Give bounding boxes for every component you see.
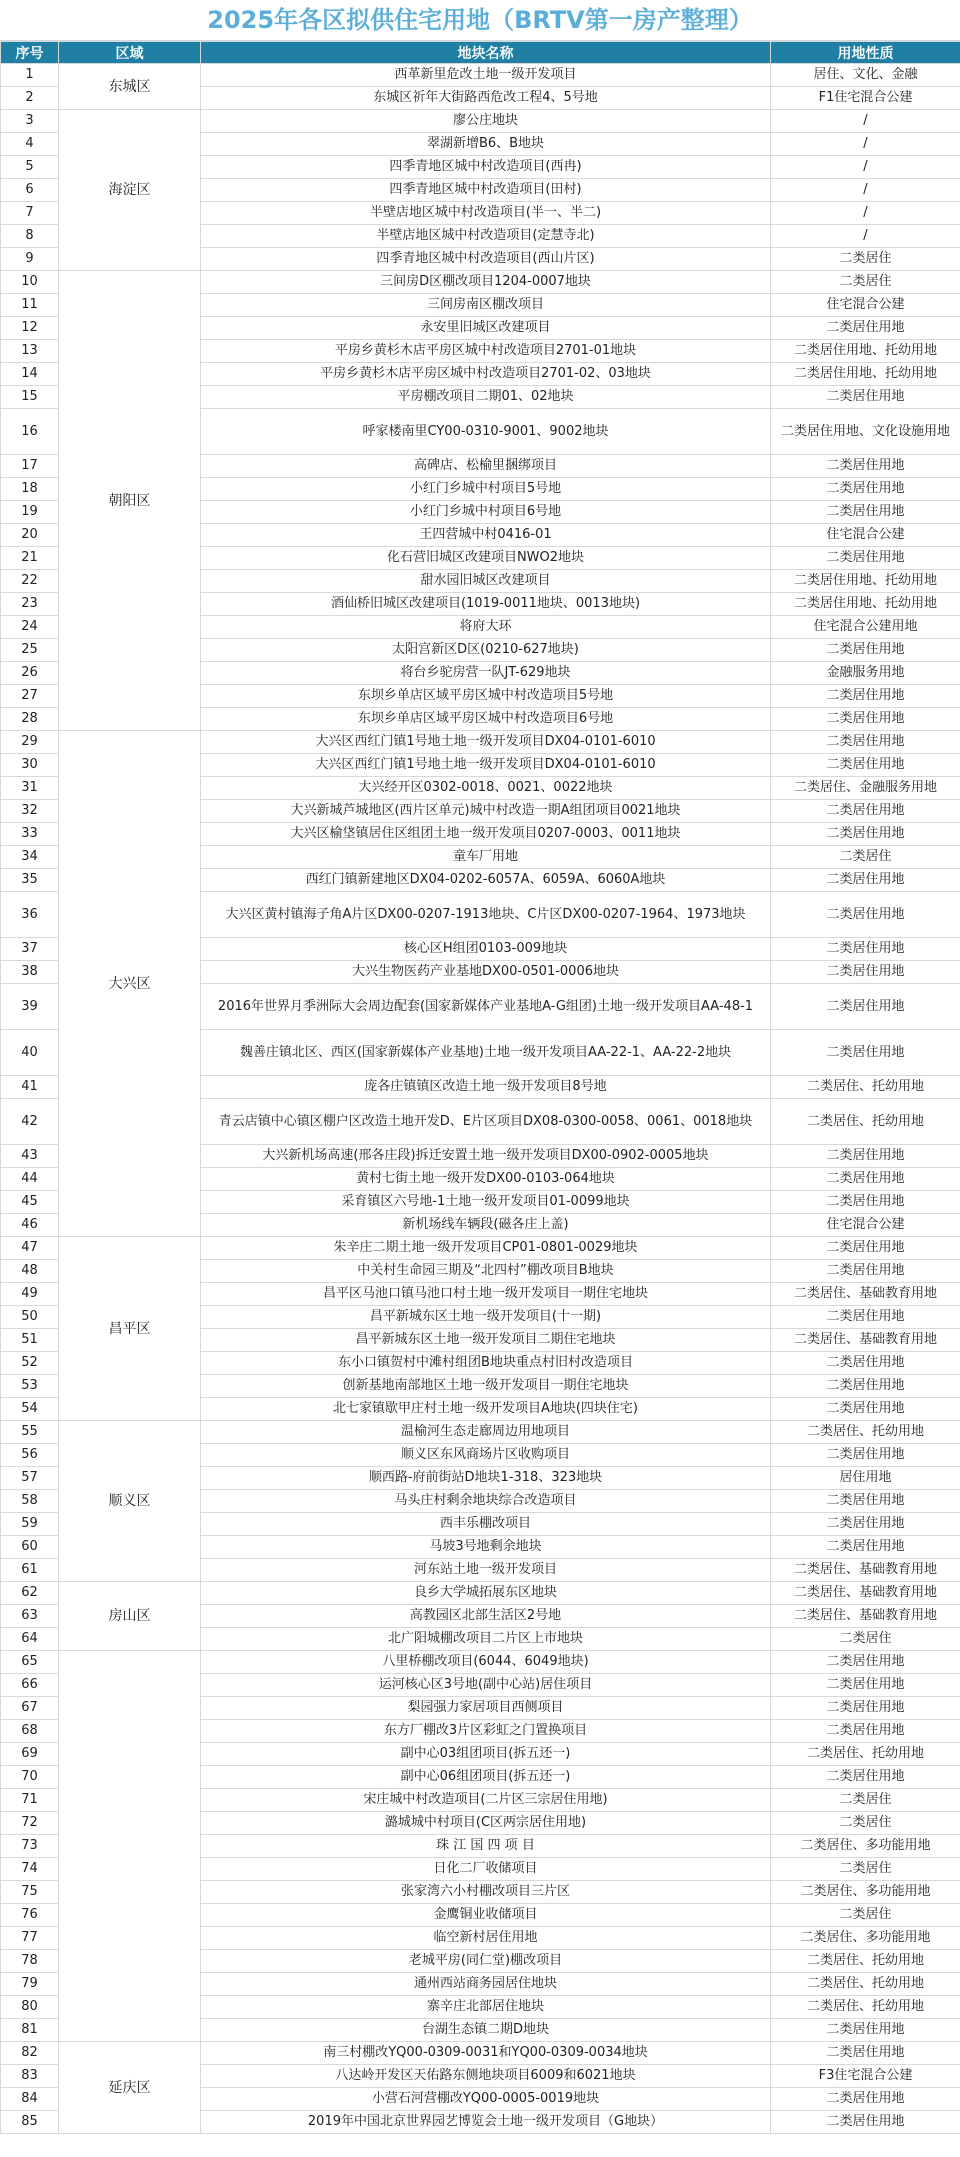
table-row xyxy=(1,1237,960,1260)
table-row xyxy=(1,731,960,754)
land-use: 二类居住用地 xyxy=(771,317,960,340)
land-use: 二类居住用地 xyxy=(771,1030,960,1076)
row-index: 30 xyxy=(1,754,59,777)
table-row xyxy=(1,1582,960,1605)
row-index: 22 xyxy=(1,570,59,593)
land-use: / xyxy=(771,179,960,202)
land-use: 二类居住、托幼用地 xyxy=(771,1076,960,1099)
row-index: 51 xyxy=(1,1329,59,1352)
row-index: 4 xyxy=(1,133,59,156)
page-title: 2025年各区拟供住宅用地（BRTV第一房产整理） xyxy=(0,0,960,41)
land-use: 金融服务用地 xyxy=(771,662,960,685)
row-index: 40 xyxy=(1,1030,59,1076)
row-index: 57 xyxy=(1,1467,59,1490)
parcel-name: 呼家楼南里CY00-0310-9001、9002地块 xyxy=(201,409,771,455)
parcel-name: 副中心06组团项目(拆五还一) xyxy=(201,1766,771,1789)
row-index: 77 xyxy=(1,1927,59,1950)
row-index: 50 xyxy=(1,1306,59,1329)
land-use: 二类居住用地 xyxy=(771,731,960,754)
parcel-name: 大兴区黄村镇海子角A片区DX00-0207-1913地块、C片区DX00-0207-1964、1973地块 xyxy=(201,892,771,938)
parcel-name: 采育镇区六号地-1土地一级开发项目01-0099地块 xyxy=(201,1191,771,1214)
header-index: 序号 xyxy=(1,42,59,64)
land-use: 二类居住、托幼用地 xyxy=(771,1950,960,1973)
parcel-name: 2016年世界月季洲际大会周边配套(国家新媒体产业基地A-G组团)土地一级开发项目AA-48-1 xyxy=(201,984,771,1030)
land-use: 二类居住用地、文化设施用地 xyxy=(771,409,960,455)
land-table xyxy=(0,41,960,2134)
land-use: 二类居住用地 xyxy=(771,892,960,938)
parcel-name: 台湖生态镇二期D地块 xyxy=(201,2019,771,2042)
land-use: 二类居住、多功能用地 xyxy=(771,1927,960,1950)
row-index: 6 xyxy=(1,179,59,202)
header-land-use: 用地性质 xyxy=(771,42,960,64)
row-index: 52 xyxy=(1,1352,59,1375)
row-index: 67 xyxy=(1,1697,59,1720)
row-index: 44 xyxy=(1,1168,59,1191)
row-index: 45 xyxy=(1,1191,59,1214)
land-use: 二类居住用地 xyxy=(771,1651,960,1674)
parcel-name: 平房棚改项目二期01、02地块 xyxy=(201,386,771,409)
row-index: 19 xyxy=(1,501,59,524)
land-use: 二类居住用地 xyxy=(771,1766,960,1789)
row-index: 5 xyxy=(1,156,59,179)
row-index: 81 xyxy=(1,2019,59,2042)
row-index: 27 xyxy=(1,685,59,708)
row-index: 43 xyxy=(1,1145,59,1168)
land-use: 二类居住用地 xyxy=(771,1260,960,1283)
parcel-name: 北广阳城棚改项目二片区上市地块 xyxy=(201,1628,771,1651)
land-use: 二类居住用地 xyxy=(771,823,960,846)
parcel-name: 西红门镇新建地区DX04-0202-6057A、6059A、6060A地块 xyxy=(201,869,771,892)
parcel-name: 东小口镇贺村中滩村组团B地块重点村旧村改造项目 xyxy=(201,1352,771,1375)
row-index: 21 xyxy=(1,547,59,570)
land-use: 二类居住用地 xyxy=(771,547,960,570)
land-use: 二类居住、多功能用地 xyxy=(771,1835,960,1858)
row-index: 69 xyxy=(1,1743,59,1766)
land-use: 二类居住用地 xyxy=(771,685,960,708)
row-index: 70 xyxy=(1,1766,59,1789)
land-use: 二类居住、基础教育用地 xyxy=(771,1559,960,1582)
row-index: 9 xyxy=(1,248,59,271)
row-index: 31 xyxy=(1,777,59,800)
row-index: 10 xyxy=(1,271,59,294)
parcel-name: 东坝乡单店区域平房区城中村改造项目6号地 xyxy=(201,708,771,731)
row-index: 62 xyxy=(1,1582,59,1605)
row-index: 13 xyxy=(1,340,59,363)
parcel-name: 河东站土地一级开发项目 xyxy=(201,1559,771,1582)
land-use: 二类居住用地 xyxy=(771,1697,960,1720)
parcel-name: 昌平新城东区土地一级开发项目二期住宅地块 xyxy=(201,1329,771,1352)
row-index: 76 xyxy=(1,1904,59,1927)
land-use: 二类居住用地 xyxy=(771,2088,960,2111)
parcel-name: 童车厂用地 xyxy=(201,846,771,869)
row-index: 58 xyxy=(1,1490,59,1513)
parcel-name: 东城区祈年大街路西危改工程4、5号地 xyxy=(201,87,771,110)
row-index: 73 xyxy=(1,1835,59,1858)
parcel-name: 昌平新城东区土地一级开发项目(十一期) xyxy=(201,1306,771,1329)
land-use: 二类居住用地、托幼用地 xyxy=(771,570,960,593)
land-use: 二类居住、托幼用地 xyxy=(771,1996,960,2019)
land-use: 二类居住用地 xyxy=(771,1398,960,1421)
parcel-name: 运河核心区3号地(副中心站)居住项目 xyxy=(201,1674,771,1697)
row-index: 16 xyxy=(1,409,59,455)
land-use: 二类居住用地 xyxy=(771,869,960,892)
row-index: 48 xyxy=(1,1260,59,1283)
parcel-name: 半壁店地区城中村改造项目(定慧寺北) xyxy=(201,225,771,248)
land-use: 二类居住用地 xyxy=(771,1352,960,1375)
parcel-name: 四季青地区城中村改造项目(田村) xyxy=(201,179,771,202)
land-use: / xyxy=(771,225,960,248)
parcel-name: 潞城城中村项目(C区两宗居住用地) xyxy=(201,1812,771,1835)
parcel-name: 三间房南区棚改项目 xyxy=(201,294,771,317)
parcel-name: 平房乡黄杉木店平房区城中村改造项目2701-01地块 xyxy=(201,340,771,363)
row-index: 3 xyxy=(1,110,59,133)
row-index: 20 xyxy=(1,524,59,547)
row-index: 56 xyxy=(1,1444,59,1467)
row-index: 65 xyxy=(1,1651,59,1674)
land-use: 二类居住、托幼用地 xyxy=(771,1421,960,1444)
district-cell: 朝阳区 xyxy=(59,271,201,731)
land-use: 居住、文化、金融 xyxy=(771,64,960,87)
row-index: 38 xyxy=(1,961,59,984)
parcel-name: 半壁店地区城中村改造项目(半一、半二) xyxy=(201,202,771,225)
row-index: 32 xyxy=(1,800,59,823)
land-use: 二类居住、基础教育用地 xyxy=(771,1329,960,1352)
parcel-name: 朱辛庄二期土地一级开发项目CP01-0801-0029地块 xyxy=(201,1237,771,1260)
parcel-name: 温榆河生态走廊周边用地项目 xyxy=(201,1421,771,1444)
row-index: 79 xyxy=(1,1973,59,1996)
land-use: 二类居住用地 xyxy=(771,2019,960,2042)
land-use: F3住宅混合公建 xyxy=(771,2065,960,2088)
district-cell: 东城区 xyxy=(59,64,201,110)
parcel-name: 东方厂棚改3片区彩虹之门置换项目 xyxy=(201,1720,771,1743)
parcel-name: 大兴经开区0302-0018、0021、0022地块 xyxy=(201,777,771,800)
parcel-name: 大兴生物医药产业基地DX00-0501-0006地块 xyxy=(201,961,771,984)
row-index: 11 xyxy=(1,294,59,317)
row-index: 84 xyxy=(1,2088,59,2111)
parcel-name: 寨辛庄北部居住地块 xyxy=(201,1996,771,2019)
parcel-name: 太阳宫新区D区(0210-627地块) xyxy=(201,639,771,662)
row-index: 1 xyxy=(1,64,59,87)
land-use: 二类居住、金融服务用地 xyxy=(771,777,960,800)
row-index: 60 xyxy=(1,1536,59,1559)
land-use: 二类居住用地 xyxy=(771,386,960,409)
district-cell xyxy=(59,1651,201,2042)
row-index: 15 xyxy=(1,386,59,409)
row-index: 54 xyxy=(1,1398,59,1421)
parcel-name: 大兴区西红门镇1号地土地一级开发项目DX04-0101-6010 xyxy=(201,731,771,754)
land-use: 住宅混合公建 xyxy=(771,1214,960,1237)
row-index: 35 xyxy=(1,869,59,892)
table-row xyxy=(1,271,960,294)
parcel-name: 小营石河营棚改YQ00-0005-0019地块 xyxy=(201,2088,771,2111)
row-index: 59 xyxy=(1,1513,59,1536)
row-index: 41 xyxy=(1,1076,59,1099)
land-use: 住宅混合公建 xyxy=(771,524,960,547)
row-index: 85 xyxy=(1,2111,59,2134)
parcel-name: 酒仙桥旧城区改建项目(1019-0011地块、0013地块) xyxy=(201,593,771,616)
parcel-name: 梨园强力家居项目西侧项目 xyxy=(201,1697,771,1720)
row-index: 17 xyxy=(1,455,59,478)
district-cell: 延庆区 xyxy=(59,2042,201,2134)
row-index: 80 xyxy=(1,1996,59,2019)
parcel-name: 八里桥棚改项目(6044、6049地块) xyxy=(201,1651,771,1674)
parcel-name: 庞各庄镇镇区改造土地一级开发项目8号地 xyxy=(201,1076,771,1099)
row-index: 46 xyxy=(1,1214,59,1237)
land-use: / xyxy=(771,110,960,133)
land-use: 二类居住、托幼用地 xyxy=(771,1743,960,1766)
land-use: 二类居住用地 xyxy=(771,2042,960,2065)
row-index: 39 xyxy=(1,984,59,1030)
parcel-name: 北七家镇歇甲庄村土地一级开发项目A地块(四块住宅) xyxy=(201,1398,771,1421)
land-use: 二类居住用地 xyxy=(771,961,960,984)
table-row xyxy=(1,110,960,133)
land-use: 二类居住用地 xyxy=(771,1720,960,1743)
land-use: 住宅混合公建用地 xyxy=(771,616,960,639)
land-use: 二类居住 xyxy=(771,1858,960,1881)
district-cell: 昌平区 xyxy=(59,1237,201,1421)
parcel-name: 2019年中国北京世界园艺博览会土地一级开发项目（G地块） xyxy=(201,2111,771,2134)
row-index: 37 xyxy=(1,938,59,961)
table-body xyxy=(1,64,960,2134)
row-index: 78 xyxy=(1,1950,59,1973)
parcel-name: 平房乡黄杉木店平房区城中村改造项目2701-02、03地块 xyxy=(201,363,771,386)
parcel-name: 珠 江 国 四 项 目 xyxy=(201,1835,771,1858)
table-row xyxy=(1,1421,960,1444)
row-index: 75 xyxy=(1,1881,59,1904)
land-use: / xyxy=(771,156,960,179)
land-use: 二类居住用地 xyxy=(771,800,960,823)
parcel-name: 西革新里危改土地一级开发项目 xyxy=(201,64,771,87)
table-row xyxy=(1,1651,960,1674)
parcel-name: 金鹰铜业收储项目 xyxy=(201,1904,771,1927)
header-row xyxy=(1,42,960,64)
land-use: 二类居住用地 xyxy=(771,1191,960,1214)
land-use: 二类居住用地 xyxy=(771,1168,960,1191)
land-use: 二类居住用地 xyxy=(771,754,960,777)
row-index: 2 xyxy=(1,87,59,110)
row-index: 61 xyxy=(1,1559,59,1582)
parcel-name: 四季青地区城中村改造项目(西冉) xyxy=(201,156,771,179)
land-use: 二类居住、托幼用地 xyxy=(771,1099,960,1145)
parcel-name: 南三村棚改YQ00-0309-0031和YQ00-0309-0034地块 xyxy=(201,2042,771,2065)
parcel-name: 三间房D区棚改项目1204-0007地块 xyxy=(201,271,771,294)
land-use: 二类居住用地、托幼用地 xyxy=(771,340,960,363)
land-use: 二类居住 xyxy=(771,1904,960,1927)
parcel-name: 马头庄村剩余地块综合改造项目 xyxy=(201,1490,771,1513)
parcel-name: 魏善庄镇北区、西区(国家新媒体产业基地)土地一级开发项目AA-22-1、AA-22-2地块 xyxy=(201,1030,771,1076)
land-use: 二类居住用地 xyxy=(771,938,960,961)
land-use: 二类居住、多功能用地 xyxy=(771,1881,960,1904)
row-index: 26 xyxy=(1,662,59,685)
row-index: 34 xyxy=(1,846,59,869)
parcel-name: 高教园区北部生活区2号地 xyxy=(201,1605,771,1628)
parcel-name: 八达岭开发区天佑路东侧地块项目6009和6021地块 xyxy=(201,2065,771,2088)
parcel-name: 将府大环 xyxy=(201,616,771,639)
district-cell: 顺义区 xyxy=(59,1421,201,1582)
row-index: 55 xyxy=(1,1421,59,1444)
parcel-name: 老城平房(同仁堂)棚改项目 xyxy=(201,1950,771,1973)
parcel-name: 顺西路-府前街站D地块1-318、323地块 xyxy=(201,1467,771,1490)
land-use: 二类居住、托幼用地 xyxy=(771,1973,960,1996)
land-use: 二类居住用地 xyxy=(771,1145,960,1168)
land-use: 二类居住用地 xyxy=(771,478,960,501)
row-index: 8 xyxy=(1,225,59,248)
row-index: 74 xyxy=(1,1858,59,1881)
land-use: 住宅混合公建 xyxy=(771,294,960,317)
parcel-name: 临空新村居住用地 xyxy=(201,1927,771,1950)
parcel-name: 昌平区马池口镇马池口村土地一级开发项目一期住宅地块 xyxy=(201,1283,771,1306)
land-use: 二类居住用地 xyxy=(771,1536,960,1559)
parcel-name: 四季青地区城中村改造项目(西山片区) xyxy=(201,248,771,271)
parcel-name: 黄村七街土地一级开发DX00-0103-064地块 xyxy=(201,1168,771,1191)
parcel-name: 通州西站商务园居住地块 xyxy=(201,1973,771,1996)
land-use: 二类居住 xyxy=(771,1812,960,1835)
row-index: 23 xyxy=(1,593,59,616)
parcel-name: 大兴新城芦城地区(西片区单元)城中村改造一期A组团项目0021地块 xyxy=(201,800,771,823)
row-index: 72 xyxy=(1,1812,59,1835)
land-use: / xyxy=(771,202,960,225)
table-row xyxy=(1,64,960,87)
parcel-name: 王四营城中村0416-01 xyxy=(201,524,771,547)
row-index: 25 xyxy=(1,639,59,662)
parcel-name: 大兴区西红门镇1号地土地一级开发项目DX04-0101-6010 xyxy=(201,754,771,777)
land-use: 二类居住用地 xyxy=(771,984,960,1030)
header-district: 区域 xyxy=(59,42,201,64)
parcel-name: 将台乡驼房营一队JT-629地块 xyxy=(201,662,771,685)
parcel-name: 宋庄城中村改造项目(二片区三宗居住用地) xyxy=(201,1789,771,1812)
land-use: 二类居住用地 xyxy=(771,639,960,662)
land-use: 二类居住 xyxy=(771,846,960,869)
land-use: 二类居住 xyxy=(771,271,960,294)
district-cell: 大兴区 xyxy=(59,731,201,1237)
parcel-name: 东坝乡单店区域平房区城中村改造项目5号地 xyxy=(201,685,771,708)
parcel-name: 小红门乡城中村项目5号地 xyxy=(201,478,771,501)
district-cell: 房山区 xyxy=(59,1582,201,1651)
parcel-name: 甜水园旧城区改建项目 xyxy=(201,570,771,593)
row-index: 24 xyxy=(1,616,59,639)
parcel-name: 化石营旧城区改建项目NWO2地块 xyxy=(201,547,771,570)
row-index: 12 xyxy=(1,317,59,340)
row-index: 14 xyxy=(1,363,59,386)
land-use: 二类居住用地、托幼用地 xyxy=(771,363,960,386)
row-index: 83 xyxy=(1,2065,59,2088)
row-index: 29 xyxy=(1,731,59,754)
land-use: 二类居住、基础教育用地 xyxy=(771,1605,960,1628)
parcel-name: 张家湾六小村棚改项目三片区 xyxy=(201,1881,771,1904)
parcel-name: 副中心03组团项目(拆五还一) xyxy=(201,1743,771,1766)
land-use: 二类居住用地 xyxy=(771,1444,960,1467)
land-use: 二类居住用地、托幼用地 xyxy=(771,593,960,616)
parcel-name: 核心区H组团0103-009地块 xyxy=(201,938,771,961)
land-use: 二类居住用地 xyxy=(771,708,960,731)
parcel-name: 良乡大学城拓展东区地块 xyxy=(201,1582,771,1605)
land-use: 二类居住用地 xyxy=(771,1674,960,1697)
row-index: 33 xyxy=(1,823,59,846)
row-index: 64 xyxy=(1,1628,59,1651)
row-index: 36 xyxy=(1,892,59,938)
parcel-name: 马坡3号地剩余地块 xyxy=(201,1536,771,1559)
land-use: 二类居住用地 xyxy=(771,1490,960,1513)
row-index: 53 xyxy=(1,1375,59,1398)
header-parcel-name: 地块名称 xyxy=(201,42,771,64)
parcel-name: 新机场线车辆段(磁各庄上盖) xyxy=(201,1214,771,1237)
land-use: F1住宅混合公建 xyxy=(771,87,960,110)
row-index: 47 xyxy=(1,1237,59,1260)
row-index: 28 xyxy=(1,708,59,731)
table-row xyxy=(1,2042,960,2065)
row-index: 66 xyxy=(1,1674,59,1697)
land-use: 二类居住 xyxy=(771,248,960,271)
row-index: 63 xyxy=(1,1605,59,1628)
land-use: 二类居住用地 xyxy=(771,2111,960,2134)
row-index: 49 xyxy=(1,1283,59,1306)
parcel-name: 大兴区榆垡镇居住区组团土地一级开发项目0207-0003、0011地块 xyxy=(201,823,771,846)
land-use: 二类居住用地 xyxy=(771,501,960,524)
land-use: 二类居住用地 xyxy=(771,455,960,478)
parcel-name: 西丰乐棚改项目 xyxy=(201,1513,771,1536)
land-use: 二类居住、基础教育用地 xyxy=(771,1283,960,1306)
row-index: 18 xyxy=(1,478,59,501)
parcel-name: 创新基地南部地区土地一级开发项目一期住宅地块 xyxy=(201,1375,771,1398)
land-use: 二类居住用地 xyxy=(771,1513,960,1536)
row-index: 68 xyxy=(1,1720,59,1743)
land-use: 二类居住 xyxy=(771,1789,960,1812)
parcel-name: 高碑店、松榆里捆绑项目 xyxy=(201,455,771,478)
land-use: 二类居住用地 xyxy=(771,1237,960,1260)
parcel-name: 日化二厂收储项目 xyxy=(201,1858,771,1881)
land-use: 二类居住用地 xyxy=(771,1306,960,1329)
row-index: 7 xyxy=(1,202,59,225)
parcel-name: 永安里旧城区改建项目 xyxy=(201,317,771,340)
row-index: 71 xyxy=(1,1789,59,1812)
row-index: 82 xyxy=(1,2042,59,2065)
parcel-name: 顺义区东风商场片区收购项目 xyxy=(201,1444,771,1467)
row-index: 42 xyxy=(1,1099,59,1145)
parcel-name: 小红门乡城中村项目6号地 xyxy=(201,501,771,524)
land-use: 居住用地 xyxy=(771,1467,960,1490)
parcel-name: 中关村生命园三期及“北四村”棚改项目B地块 xyxy=(201,1260,771,1283)
parcel-name: 青云店镇中心镇区棚户区改造土地开发D、E片区项目DX08-0300-0058、0061、0018地块 xyxy=(201,1099,771,1145)
parcel-name: 翠湖新增B6、B地块 xyxy=(201,133,771,156)
district-cell: 海淀区 xyxy=(59,110,201,271)
land-use: 二类居住、基础教育用地 xyxy=(771,1582,960,1605)
land-use: / xyxy=(771,133,960,156)
land-use: 二类居住 xyxy=(771,1628,960,1651)
land-use: 二类居住用地 xyxy=(771,1375,960,1398)
parcel-name: 廖公庄地块 xyxy=(201,110,771,133)
parcel-name: 大兴新机场高速(邢各庄段)拆迁安置土地一级开发项目DX00-0902-0005地块 xyxy=(201,1145,771,1168)
